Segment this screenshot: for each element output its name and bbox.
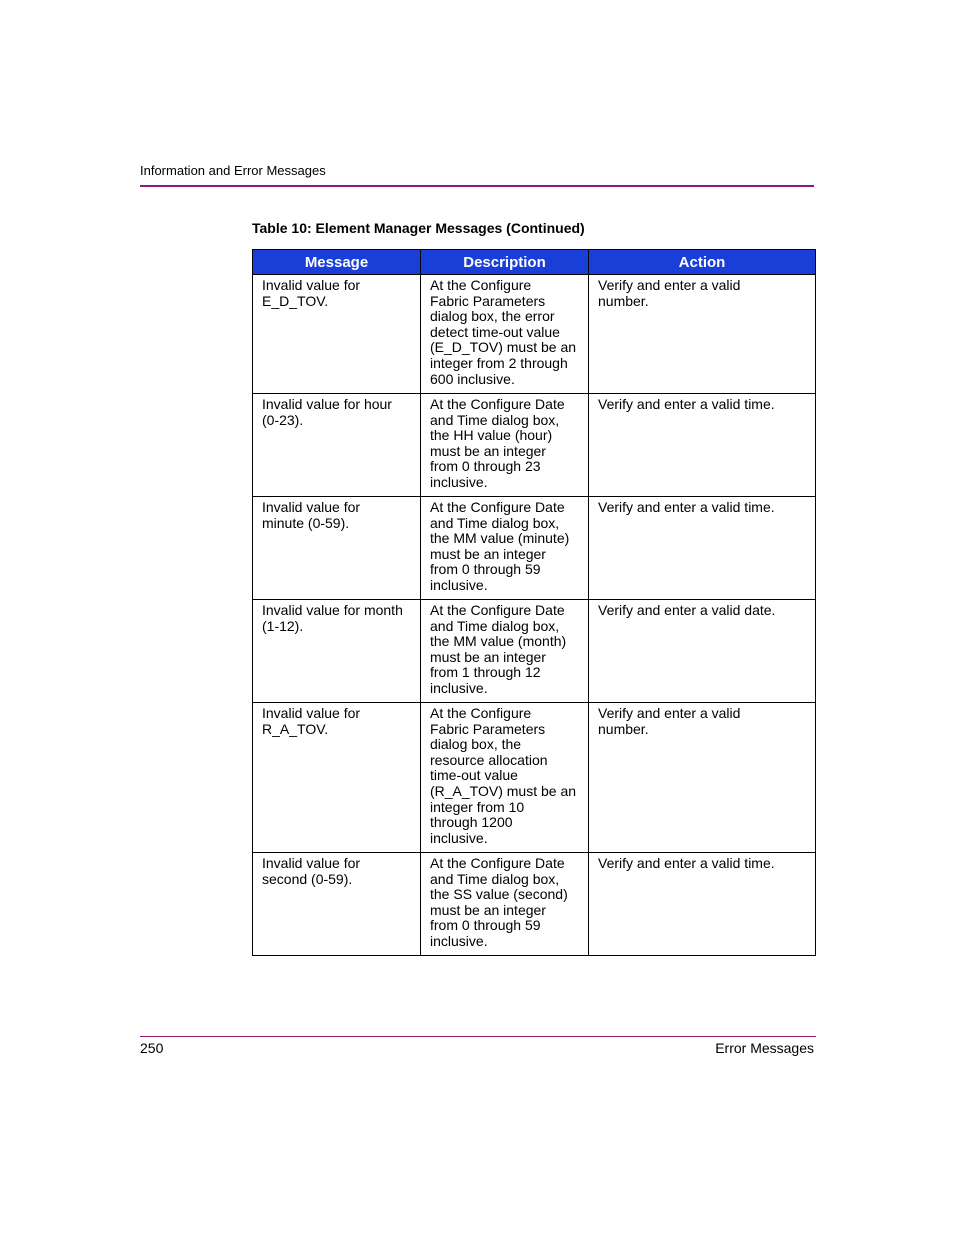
table-row — [253, 853, 816, 956]
column-header-description: Description — [421, 250, 589, 275]
message-cell: Invalid value for E_D_TOV. — [253, 275, 421, 394]
message-cell: Invalid value for minute (0-59). — [253, 497, 421, 600]
description-cell: At the Configure Date and Time dialog box, the SS value (second) must be an integer from 0 through 59 inclusive. — [421, 853, 589, 956]
message-cell: Invalid value for R_A_TOV. — [253, 703, 421, 853]
table-row — [253, 703, 816, 853]
footer-rule — [140, 1036, 816, 1037]
message-cell: Invalid value for hour (0-23). — [253, 394, 421, 497]
table-row — [253, 600, 816, 703]
description-cell: At the Configure Fabric Parameters dialog box, the error detect time-out value (E_D_TOV) must be an integer from 2 through 600 inclusive. — [421, 275, 589, 394]
message-cell: Invalid value for month (1-12). — [253, 600, 421, 703]
action-cell: Verify and enter a valid time. — [589, 394, 816, 497]
action-cell: Verify and enter a valid number. — [589, 275, 816, 394]
running-header: Information and Error Messages — [140, 163, 326, 178]
description-cell: At the Configure Date and Time dialog box, the MM value (month) must be an integer from 1 through 12 inclusive. — [421, 600, 589, 703]
column-header-action: Action — [589, 250, 816, 275]
header-rule — [140, 185, 814, 187]
description-cell: At the Configure Date and Time dialog box, the MM value (minute) must be an integer from 0 through 59 inclusive. — [421, 497, 589, 600]
table-row — [253, 275, 816, 394]
footer-chapter-title: Error Messages — [715, 1040, 814, 1056]
action-cell: Verify and enter a valid date. — [589, 600, 816, 703]
action-cell: Verify and enter a valid number. — [589, 703, 816, 853]
messages-table — [252, 249, 816, 956]
description-cell: At the Configure Date and Time dialog box, the HH value (hour) must be an integer from 0 through 23 inclusive. — [421, 394, 589, 497]
table-caption: Table 10: Element Manager Messages (Continued) — [252, 220, 585, 236]
message-cell: Invalid value for second (0-59). — [253, 853, 421, 956]
action-cell: Verify and enter a valid time. — [589, 497, 816, 600]
table-row — [253, 497, 816, 600]
table-header-row — [253, 250, 816, 275]
table-row — [253, 394, 816, 497]
action-cell: Verify and enter a valid time. — [589, 853, 816, 956]
page-number: 250 — [140, 1040, 164, 1056]
description-cell: At the Configure Fabric Parameters dialog box, the resource allocation time-out value (R_A_TOV) must be an integer from 10 through 1200 inclusive. — [421, 703, 589, 853]
column-header-message: Message — [253, 250, 421, 275]
